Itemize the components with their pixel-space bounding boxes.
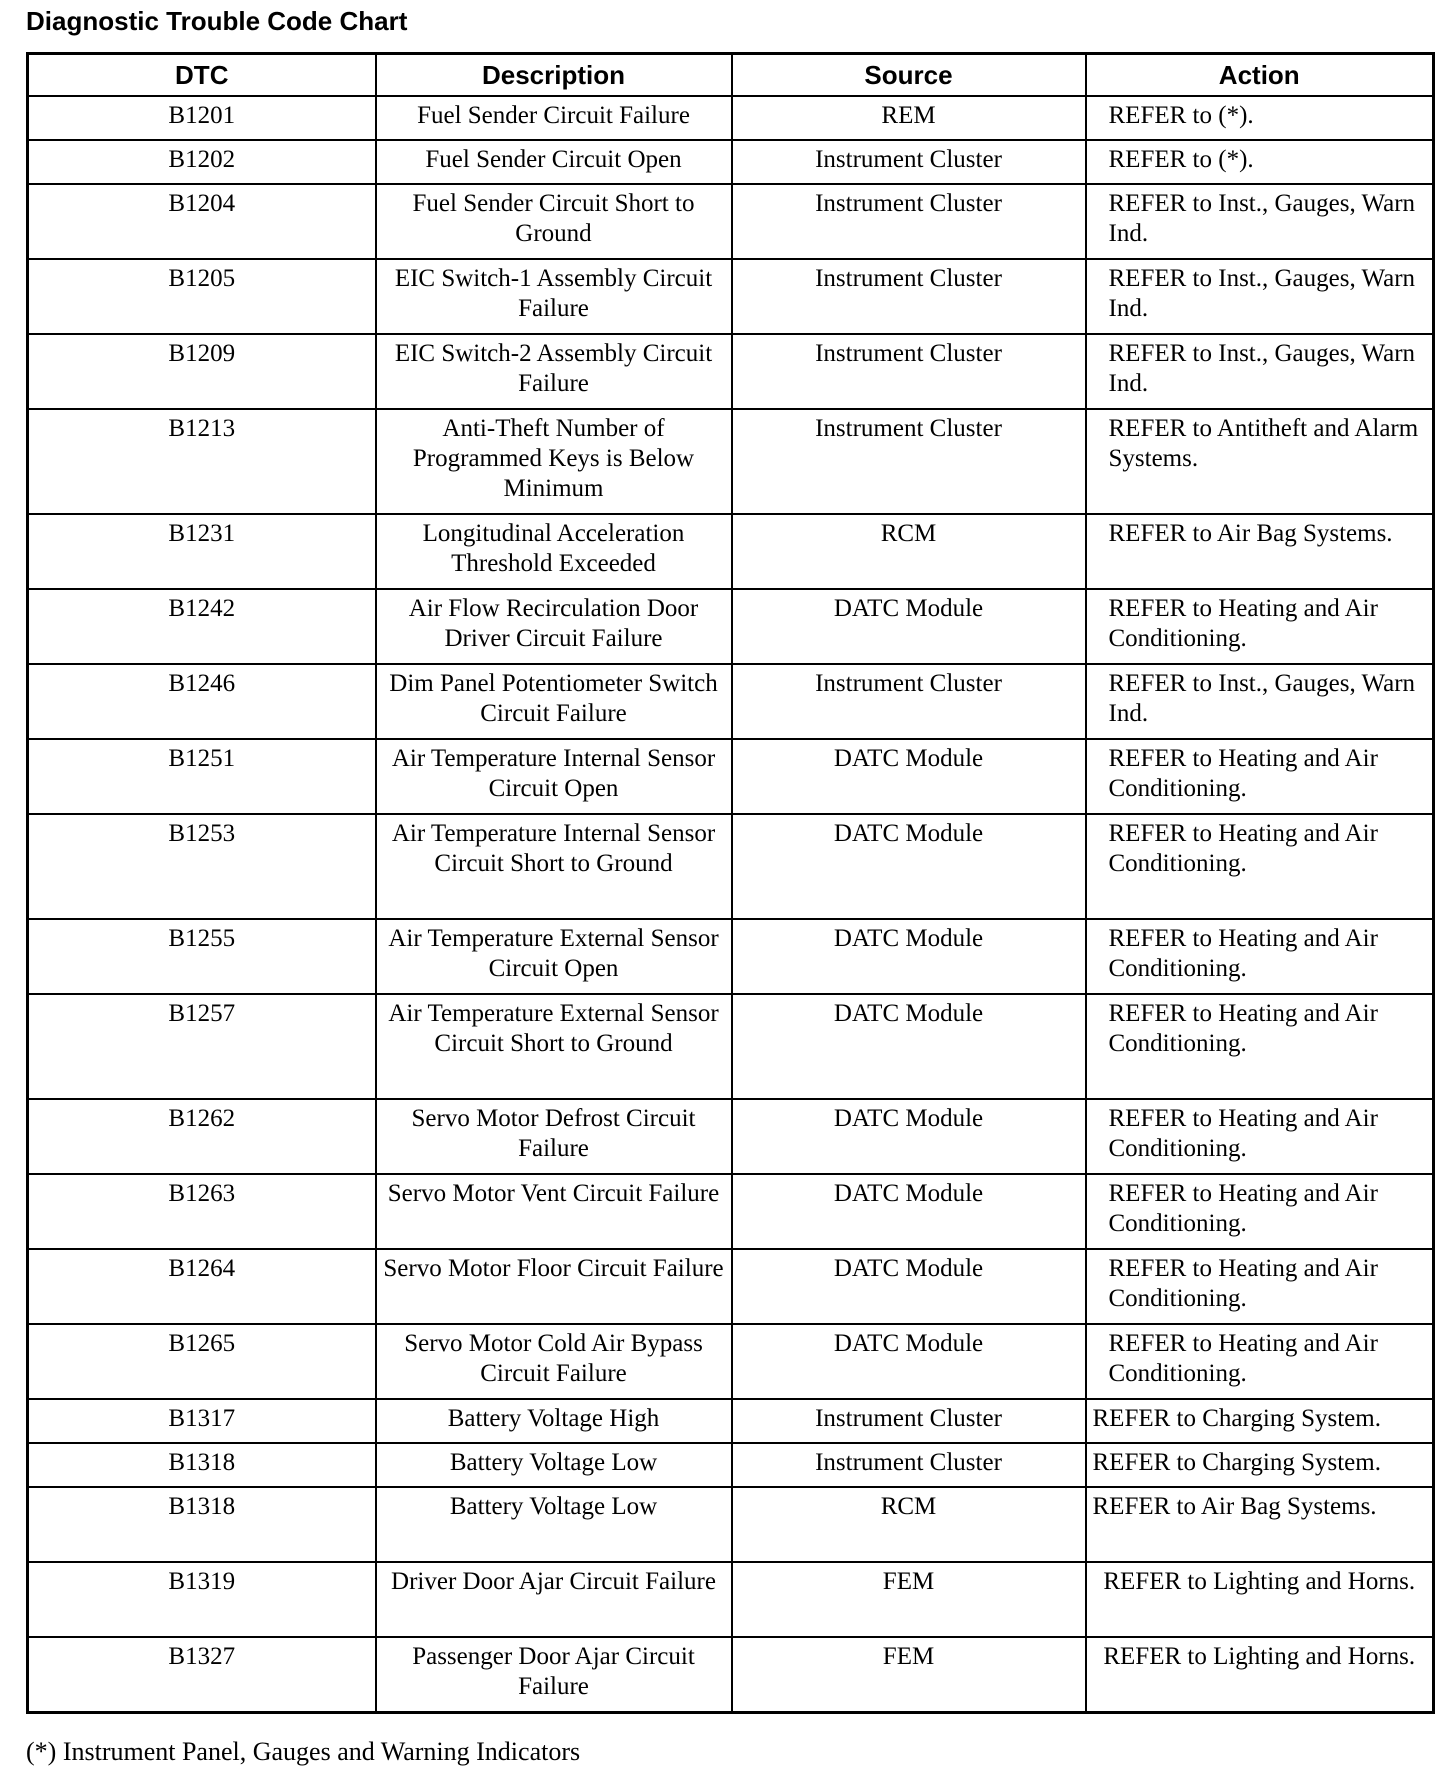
description-cell: Servo Motor Cold Air Bypass Circuit Failure	[376, 1324, 732, 1399]
source-cell: Instrument Cluster	[732, 1399, 1086, 1443]
action-cell: REFER to Charging System.	[1086, 1443, 1434, 1487]
header-action: Action	[1086, 54, 1434, 97]
table-row	[28, 814, 1434, 919]
action-cell: REFER to (*).	[1086, 140, 1434, 184]
dtc-cell: B1231	[28, 514, 376, 589]
action-cell: REFER to Heating and Air Conditioning.	[1086, 814, 1434, 919]
dtc-cell: B1319	[28, 1562, 376, 1637]
action-cell: REFER to Air Bag Systems.	[1086, 514, 1434, 589]
source-cell: Instrument Cluster	[732, 664, 1086, 739]
source-cell: Instrument Cluster	[732, 334, 1086, 409]
table-row	[28, 409, 1434, 514]
description-cell: Battery Voltage Low	[376, 1443, 732, 1487]
header-source: Source	[732, 54, 1086, 97]
source-cell: Instrument Cluster	[732, 409, 1086, 514]
action-cell: REFER to Lighting and Horns.	[1086, 1562, 1434, 1637]
header-description: Description	[376, 54, 732, 97]
table-row	[28, 184, 1434, 259]
action-cell: REFER to Heating and Air Conditioning.	[1086, 1249, 1434, 1324]
description-cell: Servo Motor Floor Circuit Failure	[376, 1249, 732, 1324]
action-cell: REFER to Heating and Air Conditioning.	[1086, 739, 1434, 814]
action-cell: REFER to Heating and Air Conditioning.	[1086, 994, 1434, 1099]
source-cell: Instrument Cluster	[732, 184, 1086, 259]
dtc-cell: B1205	[28, 259, 376, 334]
table-row	[28, 1099, 1434, 1174]
source-cell: DATC Module	[732, 739, 1086, 814]
description-cell: Fuel Sender Circuit Short to Ground	[376, 184, 732, 259]
source-cell: FEM	[732, 1562, 1086, 1637]
action-cell: REFER to Heating and Air Conditioning.	[1086, 1099, 1434, 1174]
table-row	[28, 96, 1434, 140]
action-cell: REFER to (*).	[1086, 96, 1434, 140]
dtc-cell: B1201	[28, 96, 376, 140]
dtc-cell: B1246	[28, 664, 376, 739]
source-cell: DATC Module	[732, 814, 1086, 919]
action-cell: REFER to Inst., Gauges, Warn Ind.	[1086, 664, 1434, 739]
table-row	[28, 1562, 1434, 1637]
source-cell: RCM	[732, 514, 1086, 589]
action-cell: REFER to Antitheft and Alarm Systems.	[1086, 409, 1434, 514]
description-cell: Fuel Sender Circuit Failure	[376, 96, 732, 140]
source-cell: Instrument Cluster	[732, 1443, 1086, 1487]
dtc-cell: B1204	[28, 184, 376, 259]
table-row	[28, 919, 1434, 994]
description-cell: Air Temperature Internal Sensor Circuit Open	[376, 739, 732, 814]
dtc-table	[26, 52, 1435, 1714]
table-row	[28, 514, 1434, 589]
table-row	[28, 1487, 1434, 1562]
dtc-cell: B1327	[28, 1637, 376, 1712]
description-cell: EIC Switch-2 Assembly Circuit Failure	[376, 334, 732, 409]
dtc-cell: B1318	[28, 1443, 376, 1487]
action-cell: REFER to Heating and Air Conditioning.	[1086, 1324, 1434, 1399]
dtc-cell: B1265	[28, 1324, 376, 1399]
chart-title: Diagnostic Trouble Code Chart	[26, 6, 408, 36]
description-cell: Air Temperature Internal Sensor Circuit Short to Ground	[376, 814, 732, 919]
dtc-cell: B1257	[28, 994, 376, 1099]
table-row	[28, 994, 1434, 1099]
header-dtc: DTC	[28, 54, 376, 97]
action-cell: REFER to Inst., Gauges, Warn Ind.	[1086, 259, 1434, 334]
source-cell: Instrument Cluster	[732, 259, 1086, 334]
dtc-cell: B1209	[28, 334, 376, 409]
dtc-cell: B1202	[28, 140, 376, 184]
action-cell: REFER to Heating and Air Conditioning.	[1086, 1174, 1434, 1249]
dtc-cell: B1213	[28, 409, 376, 514]
description-cell: EIC Switch-1 Assembly Circuit Failure	[376, 259, 732, 334]
table-row	[28, 1324, 1434, 1399]
table-row	[28, 1443, 1434, 1487]
action-cell: REFER to Charging System.	[1086, 1399, 1434, 1443]
description-cell: Driver Door Ajar Circuit Failure	[376, 1562, 732, 1637]
description-cell: Air Temperature External Sensor Circuit Short to Ground	[376, 994, 732, 1099]
table-row	[28, 1174, 1434, 1249]
description-cell: Air Flow Recirculation Door Driver Circuit Failure	[376, 589, 732, 664]
source-cell: DATC Module	[732, 994, 1086, 1099]
table-row	[28, 1249, 1434, 1324]
dtc-cell: B1262	[28, 1099, 376, 1174]
table-row	[28, 1637, 1434, 1712]
action-cell: REFER to Heating and Air Conditioning.	[1086, 919, 1434, 994]
description-cell: Air Temperature External Sensor Circuit Open	[376, 919, 732, 994]
description-cell: Passenger Door Ajar Circuit Failure	[376, 1637, 732, 1712]
dtc-cell: B1253	[28, 814, 376, 919]
source-cell: Instrument Cluster	[732, 140, 1086, 184]
source-cell: FEM	[732, 1637, 1086, 1712]
source-cell: DATC Module	[732, 1174, 1086, 1249]
dtc-cell: B1255	[28, 919, 376, 994]
description-cell: Servo Motor Vent Circuit Failure	[376, 1174, 732, 1249]
source-cell: DATC Module	[732, 1099, 1086, 1174]
dtc-cell: B1317	[28, 1399, 376, 1443]
table-row	[28, 739, 1434, 814]
source-cell: DATC Module	[732, 1324, 1086, 1399]
description-cell: Servo Motor Defrost Circuit Failure	[376, 1099, 732, 1174]
dtc-cell: B1242	[28, 589, 376, 664]
source-cell: DATC Module	[732, 1249, 1086, 1324]
action-cell: REFER to Inst., Gauges, Warn Ind.	[1086, 184, 1434, 259]
table-row	[28, 589, 1434, 664]
description-cell: Dim Panel Potentiometer Switch Circuit Failure	[376, 664, 732, 739]
table-row	[28, 1399, 1434, 1443]
table-row	[28, 140, 1434, 184]
description-cell: Battery Voltage Low	[376, 1487, 732, 1562]
table-row	[28, 664, 1434, 739]
source-cell: RCM	[732, 1487, 1086, 1562]
description-cell: Anti-Theft Number of Programmed Keys is Below Minimum	[376, 409, 732, 514]
table-row	[28, 334, 1434, 409]
table-row	[28, 259, 1434, 334]
action-cell: REFER to Lighting and Horns.	[1086, 1637, 1434, 1712]
description-cell: Fuel Sender Circuit Open	[376, 140, 732, 184]
table-header-row	[28, 54, 1434, 97]
description-cell: Longitudinal Acceleration Threshold Exceeded	[376, 514, 732, 589]
dtc-cell: B1318	[28, 1487, 376, 1562]
dtc-cell: B1264	[28, 1249, 376, 1324]
footnote: (*) Instrument Panel, Gauges and Warning Indicators	[26, 1737, 581, 1766]
action-cell: REFER to Inst., Gauges, Warn Ind.	[1086, 334, 1434, 409]
source-cell: DATC Module	[732, 919, 1086, 994]
action-cell: REFER to Heating and Air Conditioning.	[1086, 589, 1434, 664]
dtc-cell: B1251	[28, 739, 376, 814]
source-cell: DATC Module	[732, 589, 1086, 664]
action-cell: REFER to Air Bag Systems.	[1086, 1487, 1434, 1562]
description-cell: Battery Voltage High	[376, 1399, 732, 1443]
source-cell: REM	[732, 96, 1086, 140]
dtc-cell: B1263	[28, 1174, 376, 1249]
